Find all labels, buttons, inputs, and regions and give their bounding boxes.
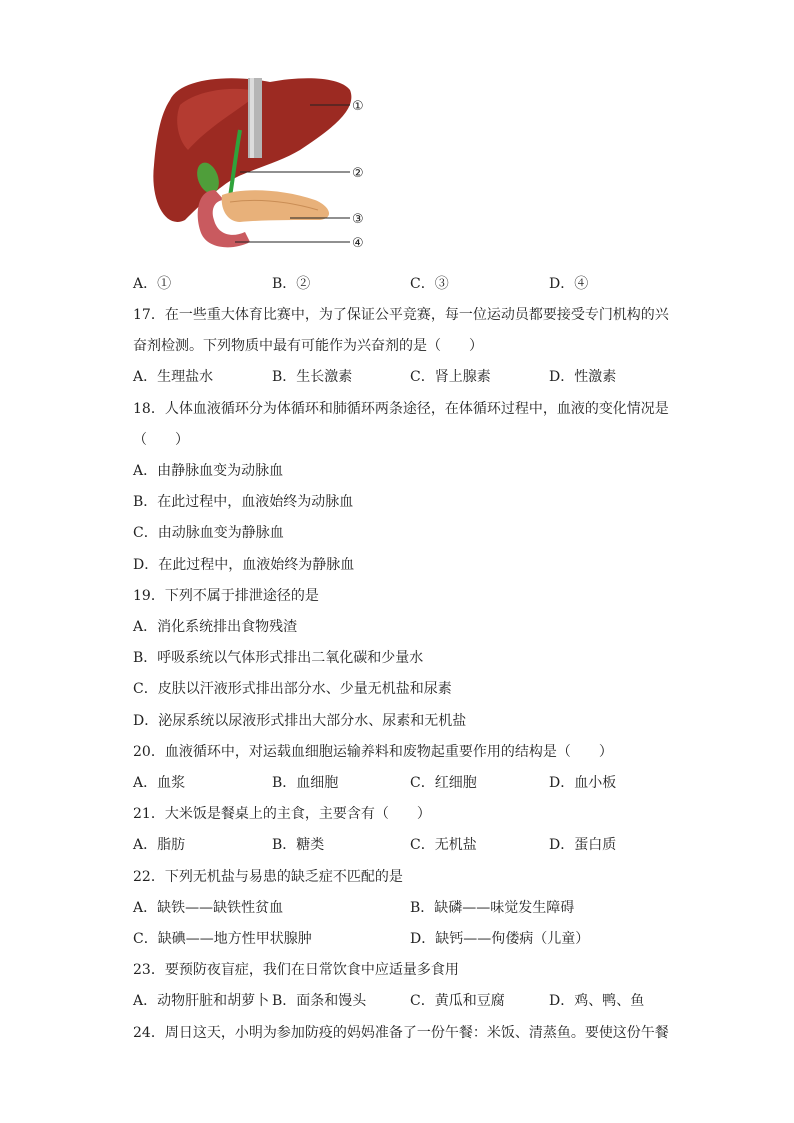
q20-option-a[interactable]: A．血浆 [133, 775, 186, 791]
q23-option-a[interactable]: A．动物肝脏和胡萝卜 [133, 993, 270, 1009]
q22-option-d[interactable]: D．缺钙——佝偻病（儿童） [410, 931, 590, 947]
q17-option-b[interactable]: B．生长激素 [272, 369, 353, 385]
q17-stem-line2: 奋剂检测。下列物质中最有可能作为兴奋剂的是（ ） [133, 338, 483, 354]
q17-option-a[interactable]: A．生理盐水 [133, 369, 214, 385]
q17-option-c[interactable]: C．肾上腺素 [410, 369, 491, 385]
figure-label-3: ③ [352, 212, 364, 227]
q21-stem: 21．大米饭是餐桌上的主食，主要含有（ ） [133, 806, 431, 822]
q23-stem: 23．要预防夜盲症，我们在日常饮食中应适量多食用 [133, 962, 459, 978]
q18-stem-line2: （ ） [133, 432, 189, 448]
q21-option-d[interactable]: D．蛋白质 [549, 837, 617, 853]
q17-stem-line1: 17．在一些重大体育比赛中，为了保证公平竞赛，每一位运动员都要接受专门机构的兴 [133, 307, 669, 323]
q20-option-b[interactable]: B．血细胞 [272, 775, 339, 791]
digestive-organs-figure [140, 70, 380, 260]
q19-stem: 19．下列不属于排泄途径的是 [133, 588, 319, 604]
q20-stem: 20．血液循环中，对运载血细胞运输养料和废物起重要作用的结构是（ ） [133, 744, 613, 760]
q18-stem-line1: 18．人体血液循环分为体循环和肺循环两条途径，在体循环过程中，血液的变化情况是 [133, 401, 669, 417]
q23-option-b[interactable]: B．面条和馒头 [272, 993, 367, 1009]
q19-option-d[interactable]: D．泌尿系统以尿液形式排出大部分水、尿素和无机盐 [133, 713, 467, 729]
q21-option-c[interactable]: C．无机盐 [410, 837, 477, 853]
q22-stem: 22．下列无机盐与易患的缺乏症不匹配的是 [133, 869, 403, 885]
q16-option-a[interactable]: A．① [133, 276, 172, 292]
q16-option-c[interactable]: C．③ [410, 276, 449, 292]
q16-option-d[interactable]: D．④ [549, 276, 589, 292]
q19-option-c[interactable]: C．皮肤以汗液形式排出部分水、少量无机盐和尿素 [133, 681, 452, 697]
q23-option-c[interactable]: C．黄瓜和豆腐 [410, 993, 505, 1009]
q22-option-a[interactable]: A．缺铁——缺铁性贫血 [133, 900, 284, 916]
q18-option-c[interactable]: C．由动脉血变为静脉血 [133, 525, 284, 541]
figure-label-1: ① [352, 99, 364, 114]
figure-label-2: ② [352, 166, 364, 181]
q22-option-b[interactable]: B．缺磷——味觉发生障碍 [410, 900, 575, 916]
q17-option-d[interactable]: D．性激素 [549, 369, 617, 385]
q18-option-d[interactable]: D．在此过程中，血液始终为静脉血 [133, 557, 355, 573]
q21-option-a[interactable]: A．脂肪 [133, 837, 186, 853]
q18-option-a[interactable]: A．由静脉血变为动脉血 [133, 463, 284, 479]
q20-option-c[interactable]: C．红细胞 [410, 775, 477, 791]
q16-option-b[interactable]: B．② [272, 276, 311, 292]
q24-stem-line1: 24．周日这天，小明为参加防疫的妈妈准备了一份午餐：米饭、清蒸鱼。要使这份午餐 [133, 1025, 669, 1041]
q20-option-d[interactable]: D．血小板 [549, 775, 617, 791]
q23-option-d[interactable]: D．鸡、鸭、鱼 [549, 993, 645, 1009]
q19-option-a[interactable]: A．消化系统排出食物残渣 [133, 619, 298, 635]
q22-option-c[interactable]: C．缺碘——地方性甲状腺肿 [133, 931, 312, 947]
pancreas-shape [222, 190, 329, 222]
q21-option-b[interactable]: B．糖类 [272, 837, 325, 853]
q19-option-b[interactable]: B．呼吸系统以气体形式排出二氧化碳和少量水 [133, 650, 424, 666]
q18-option-b[interactable]: B．在此过程中，血液始终为动脉血 [133, 494, 354, 510]
figure-label-4: ④ [352, 236, 364, 251]
